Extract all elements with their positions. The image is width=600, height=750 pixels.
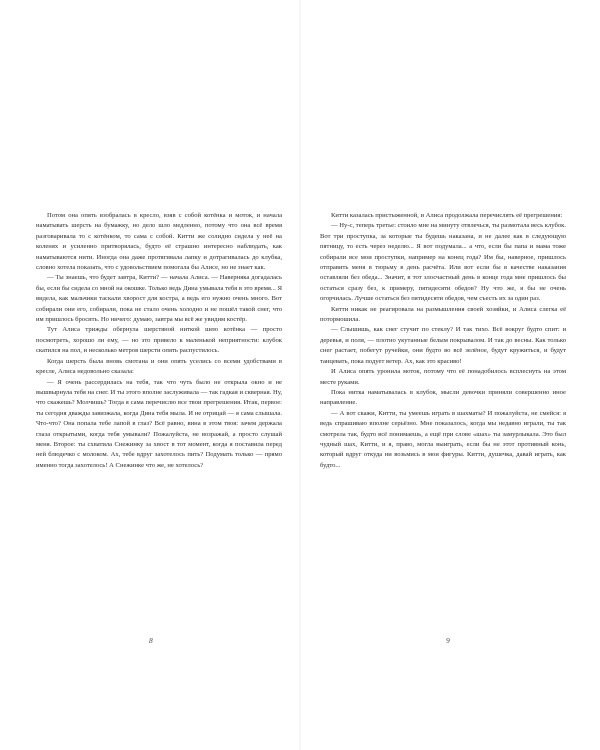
right-page-text bbox=[320, 211, 566, 471]
right-page bbox=[300, 0, 600, 750]
paragraph: Китти никак не реагировала на размышления своей хозяйки, и Алиса слегка её потормошила. bbox=[320, 305, 566, 324]
paragraph: Пока нитка наматывалась в клубок, мысли девочки приняли совершенно иное направление. bbox=[320, 388, 566, 407]
paragraph: — Я очень рассердилась на тебя, так что чуть было не открыла окно и не вышвырнула тебя на снег. И ты этого вполне заслуживала — так гадкая и скверная. Ну, что скажешь? Молчишь? Тогда я сама перечислю все твои прегрешения. Итак, первое: ты сегодня дважды завизжала, когда Дина тебя мыла. И не отрицай — я сама слышала. Что-что? Она попала тебе лапой в глаз? Всё равно, вина в этом твоя: зачем держала глаза открытыми, когда тебя умывали? Пожалуйста, не возражай, а просто слушай меня. Второе: ты схватила Снежинку за хвост в тот момент, когда я поставила перед ней блюдечко с молоком. Ах, тебе вдруг захотелось пить? Подумать только — прямо именно тогда захотелось! А Снежинке что же, не хотелось? bbox=[36, 378, 282, 469]
paragraph: — Слышишь, как снег стучит по стеклу? И так тихо. Всё вокруг будто спит: и деревья, и поля, — плотно укутанные белым покрывалом. И так до весны. Как только снег растает, побегут ручейки, они будто во всё зелёное, будут кружиться, и будут танцевать, пока подует ветер. Ах, как это красиво! bbox=[320, 326, 566, 365]
page-number-left: 8 bbox=[149, 636, 153, 645]
paragraph: И Алиса опять уронила моток, потому что её понадобилось всплеснуть на этом месте руками. bbox=[320, 368, 566, 386]
paragraph: Потом она опять взобралась в кресло, взяв с собой котёнка и моток, и начала наматывать шерсть на бумажку, но дело шло медленно, потому что она всё время разговаривала то с котёнком, то сама с собой. Китти же солидно сидела у неё на коленях и усиленно притворялась, будто её страшно интересно наблюдать, как наматываются нити. Иногда она даже протягивала лапку и дотрагивалась до клубка, словно хотела показать, что с удовольствием помогала бы Алисе, но не знает как. bbox=[36, 212, 282, 272]
paragraph: Китти казалась пристыженной, и Алиса продолжала перечислять её прегрешения: bbox=[331, 212, 563, 219]
page-number-right: 9 bbox=[446, 636, 450, 645]
left-page-text bbox=[36, 211, 282, 471]
paragraph: — А вот скажи, Китти, ты умеешь играть в шахматы? И пожалуйста, не смейся: я ведь спрашиваю вполне серьёзно. Мне показалось, когда мы недавно играли, ты так смотрела так, будто всё понимаешь, а ещё при слове «шах» ты замурлыкала. Это был чудный шах, Китти, и я, право, могла выиграть, если бы не этот противный конь, который вдруг откуда ни возьмись в мои фигуры. Китти, душечка, давай играть, как будто... bbox=[320, 409, 566, 469]
paragraph: Когда шерсть была вновь смотана и они опять уселись со всеми удобствами в кресле, Алиса недовольно сказала: bbox=[36, 357, 282, 376]
paragraph: — Ты знаешь, что будет завтра, Китти? — начала Алиса. — Наверняка догадалась бы, если бы сидела со мной на окошке. Только ведь Дина умывала тебя в это время... Я видела, как мальчики таскали хворост для костра, а ведь его нужно очень много. Вот собирали они его, собирали, пока не стало очень холодно и не пошёл такой снег, что им пришлось бросить. Но ничего: думаю, завтра мы всё же увидим костёр. bbox=[36, 274, 282, 324]
paragraph: Тут Алиса трижды обернула шерстяной ниткой шею котёнка — просто посмотреть, хорошо ли ему, — но это привело к маленькой неприятности: клубок скатился на пол, и несколько метров шерсти опять распустилось. bbox=[36, 326, 282, 355]
paragraph: — Ну-с, теперь третье: стоило мне на минуту отвлечься, ты размотала весь клубок. Вот три проступка, за которые ты будешь наказана, и не далее как в следующую пятницу, то есть через неделю... Я вот подумала... а что, если бы папа и мама тоже собирали все мои проступки, например на конец года? Им бы, наверное, пришлось отправить меня в тюрьму в день расчёта. Или вот если бы в качестве наказания оставляли без обеда... Значит, в тот злосчастный день в конце года мне пришлось бы остаться сразу без, к примеру, пятидесяти обедов? Ну что же, я бы не очень огорчилась. Лучше остаться без пятидесяти обедов, чем съесть их за один раз. bbox=[320, 222, 566, 303]
